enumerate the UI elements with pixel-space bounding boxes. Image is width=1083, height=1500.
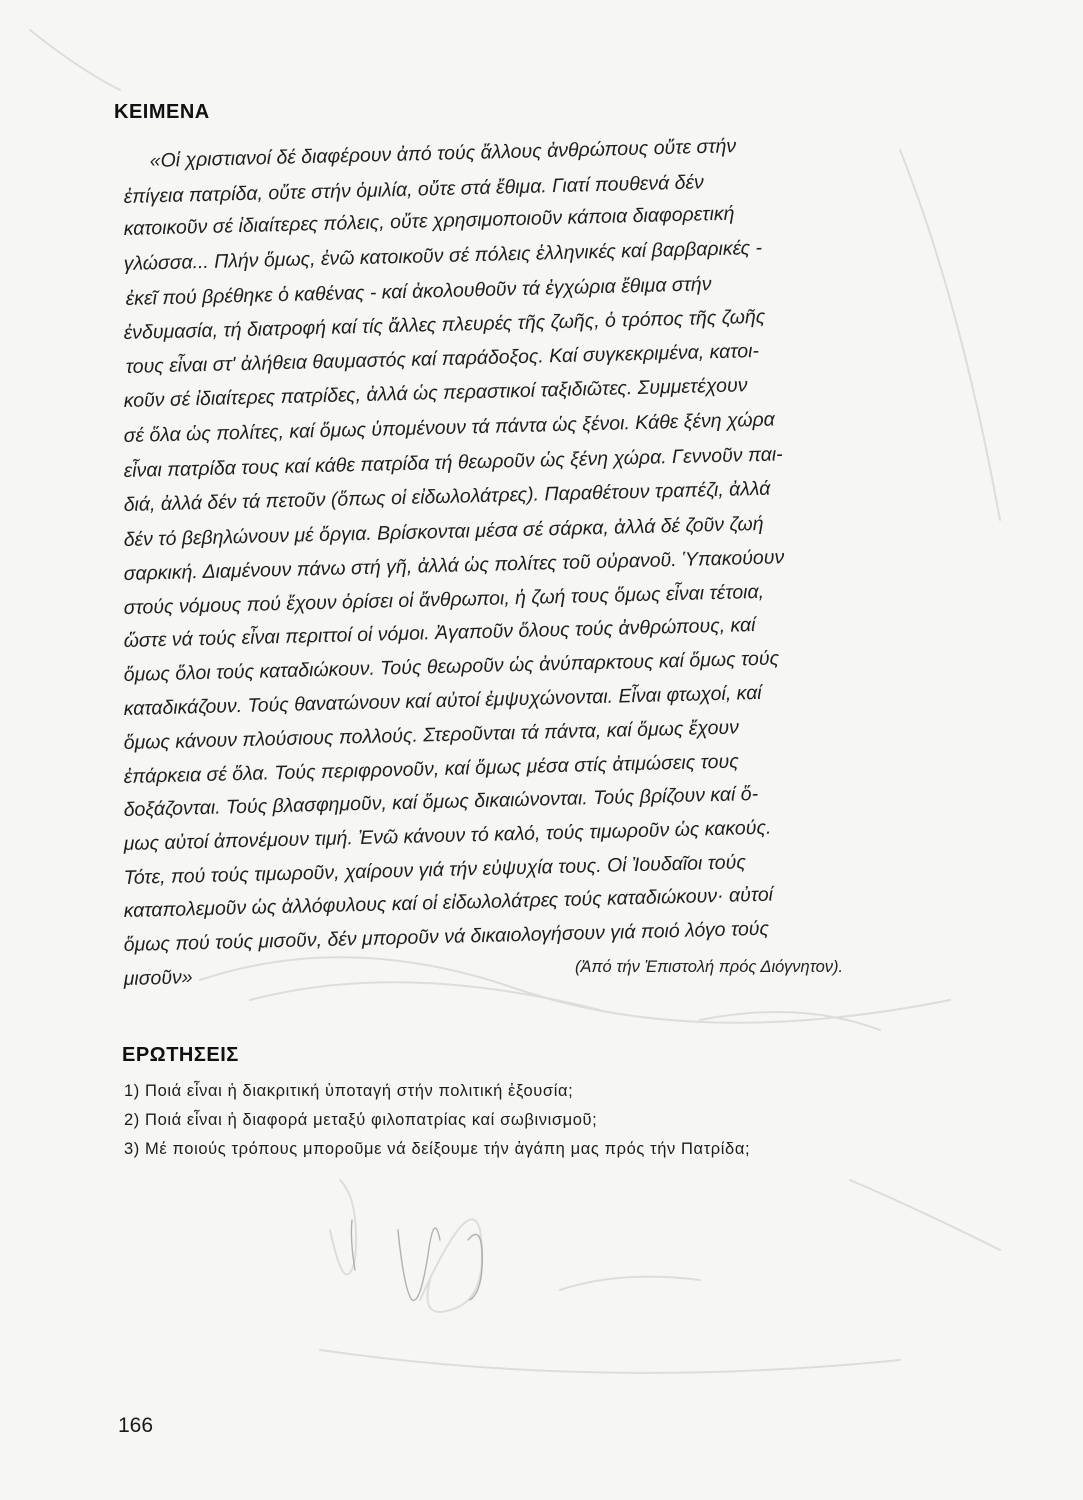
- page-number: 166: [118, 1414, 154, 1437]
- source-attribution: (Ἀπό τήν Ἐπιστολή πρός Διόγνητον).: [575, 958, 844, 976]
- question-item: 2) Ποιά εἶναι ἡ διαφορά μεταξύ φιλοπατρίας καί σωβινισμοῦ;: [124, 1111, 598, 1129]
- passage-line: «Οἱ χριστιανοί δέ διαφέρουν ἀπό τούς ἄλλους ἀνθρώπους οὔτε στήν: [149, 135, 737, 173]
- passage-line: δοξάζονται. Τούς βλασφημοῦν, καί ὅμως δικαιώνονται. Τούς βρίζουν καί ὅ-: [123, 782, 759, 822]
- passage-line: γλώσσα... Πλήν ὅμως, ἐνῶ κατοικοῦν σέ πόλεις ἑλληνικές καί βαρβαρικές -: [123, 236, 763, 276]
- passage-line: ἐκεῖ πού βρέθηκε ὁ καθένας - καί ἀκολουθοῦν τά ἐγχώρια ἔθιμα στήν: [125, 273, 712, 311]
- passage-line: καταπολεμοῦν ὡς ἀλλόφυλους καί οἱ εἰδωλολάτρες τούς καταδιώκουν· αὐτοί: [123, 883, 774, 923]
- passage-line: εἶναι πατρίδα τους καί κάθε πατρίδα τή θεωροῦν ὡς ξένη χώρα. Γεννοῦν παι-: [123, 443, 783, 483]
- passage-line: Τότε, πού τούς τιμωροῦν, χαίρουν γιά τήν εὐψυχία τους. Οἱ Ἰουδαῖοι τούς: [123, 851, 747, 890]
- passage-line: ὅμως ὅλοι τούς καταδιώκουν. Τούς θεωροῦν ὡς ἀνύπαρκτους καί ὅμως τούς: [123, 647, 780, 687]
- question-list: [124, 1077, 984, 1164]
- passage-line: διά, ἀλλά δέν τά πετοῦν (ὅπως οἱ εἰδωλολάτρες). Παραθέτουν τραπέζι, ἀλλά: [123, 477, 771, 517]
- question-item: 3) Μέ ποιούς τρόπους μποροῦμε νά δείξουμε τήν ἀγάπη μας πρός τήν Πατρίδα;: [124, 1140, 751, 1158]
- passage-line: μως αὐτοί ἀπονέμουν τιμή. Ἐνῶ κάνουν τό καλό, τούς τιμωροῦν ὡς κακούς.: [123, 816, 772, 856]
- section-heading-questions: ΕΡΩΤΗΣΕΙΣ: [122, 1044, 239, 1066]
- passage-line: στούς νόμους πού ἔχουν ὁρίσει οἱ ἄνθρωποι, ἡ ζωή τους ὅμως εἶναι τέτοια,: [123, 580, 765, 620]
- passage-line: τους εἶναι στ' ἀλήθεια θαυμαστός καί παράδοξος. Καί συγκεκριμένα, κατοι-: [125, 339, 760, 379]
- passage-line: ὅμως κάνουν πλούσιους πολλούς. Στεροῦνται τά πάντα, καί ὅμως ἔχουν: [123, 716, 740, 755]
- passage-line: ἐπάρκεια σέ ὅλα. Τούς περιφρονοῦν, καί ὅμως μέσα στίς ἀτιμώσεις τους: [123, 750, 739, 789]
- passage-line: ὥστε νά τούς εἶναι περιττοί οἱ νόμοι. Ἀγαποῦν ὅλους τούς ἀνθρώπους, καί: [123, 614, 756, 653]
- passage-line: κοῦν σέ ἰδιαίτερες πατρίδες, ἀλλά ὡς περαστικοί ταξιδιῶτες. Συμμετέχουν: [123, 374, 748, 413]
- passage-line: ὅμως πού τούς μισοῦν, δέν μποροῦν νά δικαιολογήσουν γιά ποιό λόγο τούς: [123, 917, 770, 957]
- section-heading-texts: ΚΕΙΜΕΝΑ: [114, 101, 210, 123]
- passage-line: σέ ὅλα ὡς πολίτες, καί ὅμως ὑπομένουν τά πάντα ὡς ξένοι. Κάθε ξένη χώρα: [123, 408, 776, 448]
- question-item: 1) Ποιά εἶναι ἡ διακριτική ὑποταγή στήν πολιτική ἐξουσία;: [124, 1082, 574, 1100]
- passage-line: ἐνδυμασία, τή διατροφή καί τίς ἄλλες πλευρές τῆς ζωῆς, ὁ τρόπος τῆς ζωῆς: [123, 305, 766, 345]
- passage-line: δέν τό βεβηλώνουν μέ ὄργια. Βρίσκονται μέσα σέ σάρκα, ἀλλά δέ ζοῦν ζωή: [123, 512, 764, 552]
- passage-line: κατοικοῦν σέ ἰδιαίτερες πόλεις, οὔτε χρησιμοποιοῦν κάποια διαφορετική: [123, 202, 735, 241]
- passage-line: σαρκική. Διαμένουν πάνω στή γῆ, ἀλλά ὡς πολίτες τοῦ οὐρανοῦ. Ὑπακούουν: [123, 546, 785, 586]
- passage-line: ἐπίγεια πατρίδα, οὔτε στήν ὁμιλία, οὔτε στά ἔθιμα. Γιατί πουθενά δέν: [123, 171, 705, 209]
- passage-line: μισοῦν»: [123, 966, 193, 991]
- passage-line: καταδικάζουν. Τούς θανατώνουν καί αὐτοί ἐμψυχώνονται. Εἶναι φτωχοί, καί: [123, 681, 762, 721]
